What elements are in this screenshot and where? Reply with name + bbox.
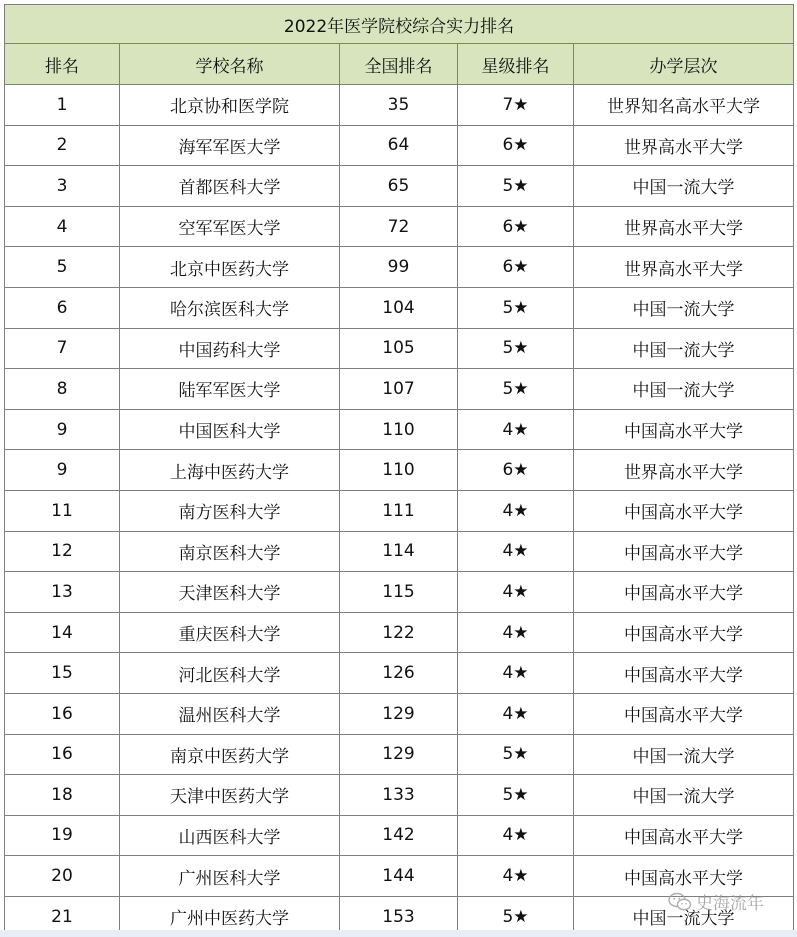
bottom-strip — [0, 930, 797, 937]
header-row — [5, 44, 794, 85]
cell-level: 中国高水平大学 — [574, 693, 794, 734]
table-row — [5, 653, 794, 694]
cell-level: 中国高水平大学 — [574, 490, 794, 531]
cell-star-rank: 7★ — [458, 85, 574, 126]
cell-national-rank: 72 — [340, 206, 458, 247]
cell-level: 中国一流大学 — [574, 287, 794, 328]
table-row — [5, 409, 794, 450]
cell-rank: 9 — [5, 409, 120, 450]
cell-national-rank: 144 — [340, 856, 458, 897]
cell-level: 中国高水平大学 — [574, 653, 794, 694]
cell-national-rank: 110 — [340, 409, 458, 450]
cell-national-rank: 64 — [340, 125, 458, 166]
cell-national-rank: 133 — [340, 775, 458, 816]
header-star-rank: 星级排名 — [458, 44, 574, 85]
cell-national-rank: 129 — [340, 693, 458, 734]
header-national-rank: 全国排名 — [340, 44, 458, 85]
table-row — [5, 490, 794, 531]
cell-star-rank: 4★ — [458, 409, 574, 450]
table-row — [5, 612, 794, 653]
cell-rank: 16 — [5, 734, 120, 775]
table-row — [5, 328, 794, 369]
cell-star-rank: 5★ — [458, 166, 574, 207]
cell-rank: 15 — [5, 653, 120, 694]
table-body — [5, 85, 794, 937]
cell-school-name: 北京中医药大学 — [120, 247, 340, 288]
cell-rank: 8 — [5, 369, 120, 410]
table-row — [5, 125, 794, 166]
cell-national-rank: 105 — [340, 328, 458, 369]
table-row — [5, 206, 794, 247]
table-row — [5, 450, 794, 491]
cell-star-rank: 5★ — [458, 734, 574, 775]
cell-star-rank: 4★ — [458, 531, 574, 572]
cell-level: 中国高水平大学 — [574, 815, 794, 856]
cell-school-name: 山西医科大学 — [120, 815, 340, 856]
header-rank: 排名 — [5, 44, 120, 85]
cell-level: 世界高水平大学 — [574, 247, 794, 288]
cell-rank: 3 — [5, 166, 120, 207]
cell-school-name: 温州医科大学 — [120, 693, 340, 734]
cell-national-rank: 114 — [340, 531, 458, 572]
watermark — [668, 889, 764, 914]
cell-school-name: 陆军军医大学 — [120, 369, 340, 410]
cell-rank: 4 — [5, 206, 120, 247]
cell-rank: 9 — [5, 450, 120, 491]
cell-rank: 13 — [5, 572, 120, 613]
cell-rank: 2 — [5, 125, 120, 166]
cell-level: 中国一流大学 — [574, 896, 794, 937]
cell-rank: 6 — [5, 287, 120, 328]
cell-level: 中国高水平大学 — [574, 612, 794, 653]
cell-school-name: 上海中医药大学 — [120, 450, 340, 491]
cell-school-name: 重庆医科大学 — [120, 612, 340, 653]
table-row — [5, 734, 794, 775]
cell-rank: 19 — [5, 815, 120, 856]
cell-rank: 7 — [5, 328, 120, 369]
table-title: 2022年医学院校综合实力排名 — [5, 5, 794, 44]
cell-rank: 11 — [5, 490, 120, 531]
cell-level: 中国一流大学 — [574, 734, 794, 775]
cell-star-rank: 4★ — [458, 815, 574, 856]
cell-level: 中国一流大学 — [574, 775, 794, 816]
cell-school-name: 南京中医药大学 — [120, 734, 340, 775]
watermark-text: 史海流年 — [696, 894, 764, 914]
header-level: 办学层次 — [574, 44, 794, 85]
cell-star-rank: 6★ — [458, 206, 574, 247]
table-row — [5, 85, 794, 126]
cell-school-name: 天津医科大学 — [120, 572, 340, 613]
cell-star-rank: 5★ — [458, 328, 574, 369]
table-row — [5, 775, 794, 816]
cell-rank: 20 — [5, 856, 120, 897]
cell-national-rank: 104 — [340, 287, 458, 328]
cell-star-rank: 6★ — [458, 450, 574, 491]
cell-rank: 16 — [5, 693, 120, 734]
cell-star-rank: 6★ — [458, 125, 574, 166]
cell-school-name: 哈尔滨医科大学 — [120, 287, 340, 328]
cell-star-rank: 5★ — [458, 775, 574, 816]
cell-school-name: 空军军医大学 — [120, 206, 340, 247]
table-row — [5, 287, 794, 328]
wechat-icon — [668, 892, 692, 912]
cell-school-name: 广州中医药大学 — [120, 896, 340, 937]
cell-star-rank: 4★ — [458, 612, 574, 653]
cell-rank: 12 — [5, 531, 120, 572]
cell-star-rank: 4★ — [458, 490, 574, 531]
cell-rank: 5 — [5, 247, 120, 288]
cell-national-rank: 115 — [340, 572, 458, 613]
ranking-table — [4, 4, 794, 937]
cell-national-rank: 122 — [340, 612, 458, 653]
table-row — [5, 693, 794, 734]
cell-school-name: 天津中医药大学 — [120, 775, 340, 816]
cell-national-rank: 110 — [340, 450, 458, 491]
cell-star-rank: 5★ — [458, 287, 574, 328]
cell-school-name: 广州医科大学 — [120, 856, 340, 897]
table-row — [5, 166, 794, 207]
cell-rank: 14 — [5, 612, 120, 653]
cell-level: 世界高水平大学 — [574, 125, 794, 166]
cell-rank: 1 — [5, 85, 120, 126]
cell-national-rank: 126 — [340, 653, 458, 694]
cell-star-rank: 4★ — [458, 856, 574, 897]
title-row — [5, 5, 794, 44]
cell-school-name: 河北医科大学 — [120, 653, 340, 694]
cell-level: 世界高水平大学 — [574, 450, 794, 491]
cell-star-rank: 4★ — [458, 572, 574, 613]
cell-school-name: 海军军医大学 — [120, 125, 340, 166]
cell-national-rank: 99 — [340, 247, 458, 288]
cell-national-rank: 65 — [340, 166, 458, 207]
cell-national-rank: 129 — [340, 734, 458, 775]
cell-school-name: 北京协和医学院 — [120, 85, 340, 126]
table-row — [5, 247, 794, 288]
cell-national-rank: 153 — [340, 896, 458, 937]
cell-star-rank: 4★ — [458, 693, 574, 734]
cell-level: 世界知名高水平大学 — [574, 85, 794, 126]
cell-national-rank: 142 — [340, 815, 458, 856]
cell-star-rank: 6★ — [458, 247, 574, 288]
cell-level: 中国一流大学 — [574, 328, 794, 369]
cell-national-rank: 107 — [340, 369, 458, 410]
cell-national-rank: 35 — [340, 85, 458, 126]
table-row — [5, 815, 794, 856]
cell-school-name: 首都医科大学 — [120, 166, 340, 207]
cell-level: 中国高水平大学 — [574, 856, 794, 897]
cell-level: 中国高水平大学 — [574, 531, 794, 572]
cell-level: 中国一流大学 — [574, 166, 794, 207]
cell-school-name: 中国药科大学 — [120, 328, 340, 369]
cell-level: 世界高水平大学 — [574, 206, 794, 247]
ranking-sheet — [4, 4, 793, 937]
cell-level: 中国高水平大学 — [574, 572, 794, 613]
cell-star-rank: 5★ — [458, 896, 574, 937]
table-row — [5, 369, 794, 410]
cell-rank: 21 — [5, 896, 120, 937]
cell-school-name: 中国医科大学 — [120, 409, 340, 450]
cell-rank: 18 — [5, 775, 120, 816]
header-school-name: 学校名称 — [120, 44, 340, 85]
table-row — [5, 572, 794, 613]
cell-star-rank: 5★ — [458, 369, 574, 410]
cell-national-rank: 111 — [340, 490, 458, 531]
cell-star-rank: 4★ — [458, 653, 574, 694]
cell-school-name: 南京医科大学 — [120, 531, 340, 572]
cell-level: 中国一流大学 — [574, 369, 794, 410]
cell-level: 中国高水平大学 — [574, 409, 794, 450]
cell-school-name: 南方医科大学 — [120, 490, 340, 531]
table-row — [5, 531, 794, 572]
